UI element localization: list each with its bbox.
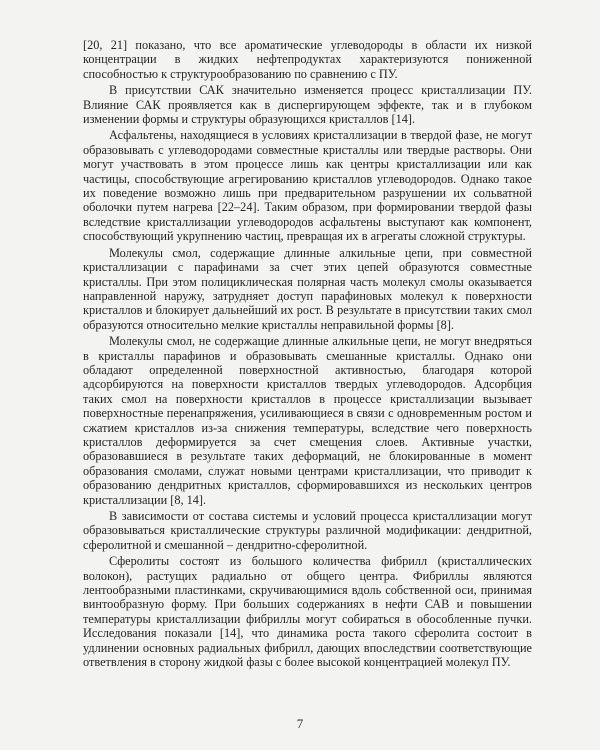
paragraph-2: В присутствии САК значительно изменяется процесс кристаллизации ПУ. Влияние САК проявляется как в диспергирующем эффекте, так и в глубоком изменении формы и структуры образующихся кристаллов [14]. (83, 83, 532, 127)
paragraph-5: Молекулы смол, не содержащие длинные алкильные цепи, не могут внедряться в кристаллы парафинов и образовывать смешанные кристаллы. Однако они обладают определенной поверхностной активностью, благодаря которой адсорбируются на поверхности кристаллов твердых углеводородов. Адсорбция таких смол на поверхности кристаллов в процессе кристаллизации вызывает поверхностные перенапряжения, усиливающиеся в связи с одновременным ростом и сжатием кристаллов из-за снижения температуры, вследствие чего поверхность кристаллов деформируется за счет смещения слоев. Активные участки, образовавшиеся в результате таких деформаций, не блокированные в момент образования смолами, служат новыми центрами кристаллизации, что приводит к образованию дендритных кристаллов, сформировавшихся из нескольких центров кристаллизации [8, 14]. (83, 334, 532, 507)
paragraph-4: Молекулы смол, содержащие длинные алкильные цепи, при совместной кристаллизации с парафинами за счет этих цепей образуются совместные кристаллы. При этом полициклическая полярная часть молекул смолы оказывается направленной наружу, затрудняет доступ парафиновых молекул к поверхности кристаллов и блокирует дальнейший их рост. В результате в присутствии таких смол образуются относительно мелкие кристаллы неправильной формы [8]. (83, 245, 532, 332)
page-number: 7 (296, 716, 304, 731)
paragraph-3: Асфальтены, находящиеся в условиях кристаллизации в твердой фазе, не могут образовывать с углеводородами совместные кристаллы или твердые растворы. Они могут участвовать в этом процессе лишь как центры кристаллизации или как частицы, способствующие агрегированию кристаллов углеводородов. Однако такое их поведение возможно лишь при предварительном разрушении их сольватной оболочки путем нагрева [22–24]. Таким образом, при формировании твердой фазы вследствие кристаллизации углеводородов асфальтены выступают как компонент, способствующий укрупнению частиц, превращая их в агрегаты сложной структуры. (83, 128, 532, 244)
body-text (83, 38, 532, 669)
paragraph-1: [20, 21] показано, что все ароматические углеводороды в области их низкой концентрации в жидких нефтепродуктах характеризуются пониженной способностью к структурообразованию по сравнению с ПУ. (83, 38, 532, 81)
paragraph-7: Сферолиты состоят из большого количества фибрилл (кристаллических волокон), растущих радиально от общего центра. Фибриллы являются лентообразными пластинками, скручивающимися вдоль собственной оси, принимая винтообразную форму. При больших содержаниях в нефти САВ и повышении температуры кристаллизации фибриллы могут собираться в обособленные пучки. Исследования показали [14], что динамика роста такого сферолита состоит в удлинении основных радиальных фибрилл, дающих впоследствии соответствующие ответвления в сторону жидкой фазы с более высокой концентрацией молекул ПУ. (83, 554, 532, 670)
paragraph-6: В зависимости от состава системы и условий процесса кристаллизации могут образовываться кристаллические структуры различной модификации: дендритной, сферолитной и смешанной – дендритно-сферолитной. (83, 509, 532, 552)
